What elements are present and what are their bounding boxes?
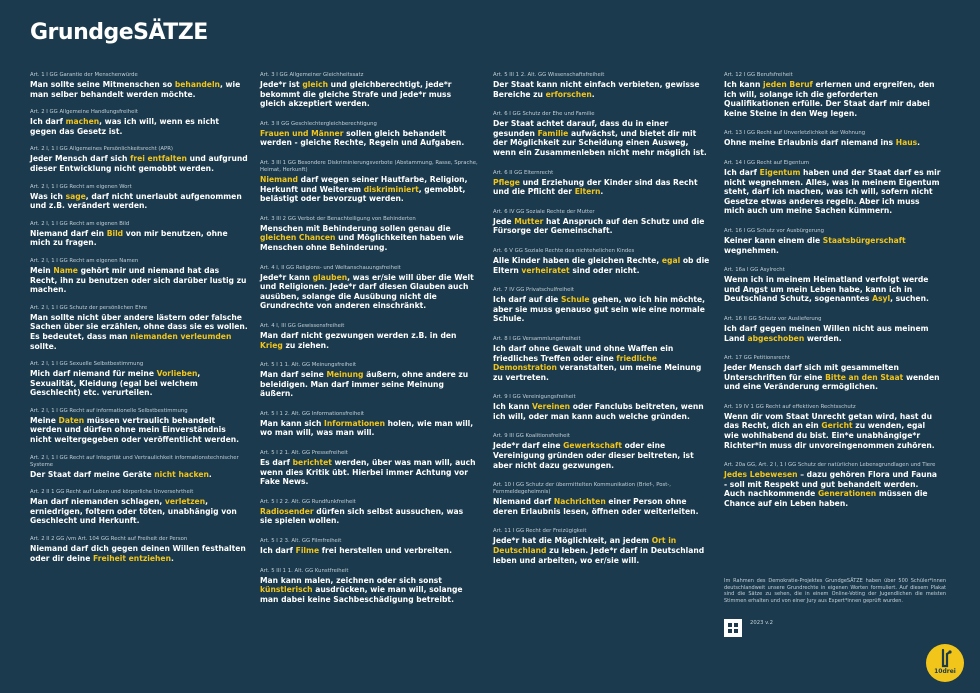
statement-text: Ich kann xyxy=(724,80,764,89)
article-label: Art. 12 I GG Berufsfreiheit xyxy=(724,72,793,78)
statement-text: Der Staat achtet darauf, dass du in einer gesunden xyxy=(493,119,669,138)
right-statement xyxy=(260,273,478,311)
article-label: Art. 16a I GG Asylrecht xyxy=(724,267,785,274)
right-entry xyxy=(260,450,478,487)
statement-text: Wenn dir vom Staat Unrecht getan wird, hast du das Recht, dich an ein xyxy=(724,411,933,431)
right-statement xyxy=(724,236,942,255)
article-label: Art. 17 GG Petitionsrecht xyxy=(724,355,790,362)
statement-text: Meine xyxy=(30,415,59,425)
article-label: Art. 6 I GG Schutz der Ehe und Familie xyxy=(493,111,595,118)
statement-text: Ohne meine Erlaubnis darf niemand ins xyxy=(724,138,896,148)
statement-text: Mich darf niemand für meine xyxy=(30,369,157,379)
statement-text: Ich darf xyxy=(30,117,66,127)
right-statement xyxy=(493,217,711,236)
highlight-word: Radiosender xyxy=(260,506,314,516)
right-entry xyxy=(493,209,711,236)
article-label: Art. 9 III GG Koalitionsfreiheit xyxy=(493,433,570,440)
statement-text: Niemand darf ein xyxy=(30,228,107,238)
highlight-word: Frauen und Männer xyxy=(260,128,344,138)
statement-text: , was ich will, wenn es nicht gegen das Gesetz ist. xyxy=(30,117,219,136)
highlight-word: sage xyxy=(65,191,86,201)
right-statement xyxy=(30,313,248,351)
right-statement xyxy=(493,295,711,324)
highlight-word: erforschen xyxy=(545,89,592,99)
article-label: Art. 3 II GG Geschlechtergleichberechtigung xyxy=(260,120,377,127)
highlight-word: Staatsbürgerschaft xyxy=(822,235,906,245)
article-label: Art. 13 I GG Recht auf Unverletzlichkeit der Wohnung xyxy=(724,130,866,137)
highlight-word: behandeln xyxy=(174,80,220,89)
statement-text: Jede xyxy=(493,216,515,226)
article-label: Art. 2 I, 1 I GG Allgemeines Persönlichkeitsrecht (APR) xyxy=(30,146,173,153)
version-year: 2023 v.2 xyxy=(750,620,773,626)
right-entry xyxy=(30,305,248,351)
right-statement xyxy=(493,402,711,421)
statement-text: Ich darf auf die xyxy=(493,295,561,305)
statement-text: Niemand darf xyxy=(493,497,554,507)
statement-text: und gleichberechtigt, jede*r bekommt die gleiche Strafe und jede*r muss gleich akzeptiert werden. xyxy=(260,80,452,109)
right-entry xyxy=(30,408,248,445)
highlight-word: Vereinen xyxy=(532,402,571,412)
statement-text: holen, wie man will, wo man will, was man will. xyxy=(260,418,474,438)
statement-text: , suchen. xyxy=(890,294,929,304)
article-label: Art. 2 II 2 GG /vm Art. 104 GG Recht auf Freiheit der Person xyxy=(30,536,188,543)
highlight-word: Jedes Lebewesen xyxy=(724,470,798,480)
statement-text: frei herstellen und verbreiten. xyxy=(319,546,452,556)
highlight-word: Generationen xyxy=(817,489,877,499)
statement-text: erlernen und ergreifen, den ich will, solange ich die geforderten Qualifikationen erfülle. Der Staat darf mir dabei keine Steine in den Weg legen. xyxy=(724,80,935,118)
right-entry xyxy=(493,394,711,421)
right-entry xyxy=(30,221,248,248)
right-statement xyxy=(724,324,942,343)
giraffe-icon xyxy=(926,644,964,682)
highlight-word: Niemand xyxy=(260,174,298,184)
statement-text: zu leben. Jede*r darf in Deutschland leben und arbeiten, wo er/sie will. xyxy=(493,546,705,565)
right-entry xyxy=(724,130,942,148)
highlight-word: Name xyxy=(53,265,78,275)
logo xyxy=(926,644,964,682)
statement-text: veranstalten, um meine Meinung zu vertreten. xyxy=(493,363,702,382)
right-entry xyxy=(724,316,942,343)
highlight-word: Familie xyxy=(537,128,569,138)
article-label: Art. 2 II 1 GG Recht auf Leben und körperliche Unversehrtheit xyxy=(30,489,194,496)
statement-text: Man kann sich xyxy=(260,418,325,428)
statement-text: Keiner kann einem die xyxy=(724,235,823,245)
statement-text: Man darf nicht gezwungen werden z.B. in den xyxy=(260,330,457,340)
right-entry xyxy=(724,228,942,255)
statement-text: wegnehmen. xyxy=(724,245,779,255)
article-label: Art. 6 II GG Elternrecht xyxy=(493,169,554,176)
statement-text: . xyxy=(170,553,174,563)
article-label: Art. 5 III 1 2. Alt. GG Wissenschaftsfreiheit xyxy=(493,72,605,78)
right-statement xyxy=(493,536,711,565)
right-statement xyxy=(724,363,942,392)
statement-text: wenden und eine Veränderung ermöglichen. xyxy=(724,372,940,392)
right-statement xyxy=(30,80,248,99)
statement-text: , gemobbt, belästigt oder bevorzugt werden. xyxy=(260,184,466,204)
right-statement xyxy=(493,178,711,197)
statement-text: Was ich xyxy=(30,191,66,201)
statement-text: zu ziehen. xyxy=(282,340,329,350)
statement-text: ob die Eltern xyxy=(493,255,710,275)
highlight-word: Informationen xyxy=(324,418,385,428)
statement-text: Jede*r ist xyxy=(260,80,303,89)
article-label: Art. 11 I GG Recht der Freizügigkeit xyxy=(493,528,587,535)
highlight-word: Schule xyxy=(560,295,590,305)
statement-text: Jeder Mensch darf sich xyxy=(30,154,131,164)
highlight-word: diskriminiert xyxy=(363,184,419,194)
right-statement xyxy=(724,80,942,118)
right-statement xyxy=(30,470,248,480)
statement-text: Man darf seine xyxy=(260,370,327,380)
statement-text: . xyxy=(208,469,212,479)
right-statement xyxy=(260,370,478,399)
highlight-word: Daten xyxy=(58,415,85,425)
right-entry xyxy=(493,482,711,516)
project-note: Im Rahmen des Demokratie-Projektes GrundgeSÄTZE haben über 500 Schüler*innen deutschlandweit unsere Grundrechte in eigenen Worten formuliert. Auf diesem Plakat sind die Sätze zu sehen, die in einem Online-Voting der Jugendlichen die meisten Stimmen erhalten und von einer Jury aus Expert*innen geprüft wurden. xyxy=(724,578,946,604)
column-3 xyxy=(493,72,711,565)
right-entry xyxy=(724,160,942,216)
right-statement xyxy=(30,192,248,211)
right-statement xyxy=(724,412,942,450)
statement-text: werden, über was man will, auch wenn dies Kritik übt. Hierbei immer Achtung vor Fake News. xyxy=(260,458,476,487)
statement-text: müssen vertraulich behandelt werden und dürfen ohne mein Einverständnis nicht weitergegeben oder veröffentlicht werden. xyxy=(30,415,240,445)
right-statement xyxy=(493,119,711,157)
right-statement xyxy=(260,458,478,487)
article-label: Art. 2 I GG Allgemeine Handlungsfreiheit xyxy=(30,109,138,116)
article-label: Art. 5 I 1 1. Alt. GG Meinungsfreiheit xyxy=(260,362,357,369)
right-entry xyxy=(260,568,478,605)
right-entry xyxy=(260,499,478,526)
article-label: Art. 5 I 2 1. Alt. GG Pressefreiheit xyxy=(260,450,348,457)
statement-text: . xyxy=(600,187,604,197)
statement-text: Niemand darf dich gegen deinen Willen festhalten oder dir deine xyxy=(30,544,246,563)
right-statement xyxy=(724,138,942,148)
article-label: Art. 20a GG, Art. 2 I, 1 I GG Schutz der natürlichen Lebensgrundlagen und Tiere xyxy=(724,462,936,469)
statement-text: oder Fanclubs beitreten, wenn ich will, oder man kann auch welche gründen. xyxy=(493,402,704,421)
statement-text: . xyxy=(917,138,921,148)
right-entry xyxy=(724,267,942,304)
right-entry xyxy=(30,258,248,295)
statement-text: , darf nicht unerlaubt aufgenommen und z.B. verändert werden. xyxy=(30,191,242,211)
right-entry xyxy=(493,72,711,99)
highlight-word: nicht hacken xyxy=(154,469,209,479)
right-entry xyxy=(260,72,478,109)
statement-text: . xyxy=(591,89,595,99)
statement-text: , was er/sie will über die Welt und Religionen. Jede*r darf diesen Glauben auch ausüben, solange die Ausübung nicht die Grundrechte von anderen einschränkt. xyxy=(260,272,474,311)
right-statement xyxy=(30,497,248,526)
statement-text: darf wegen seiner Hautfarbe, Religion, Herkunft und Weiterem xyxy=(260,174,468,194)
right-entry xyxy=(724,72,942,118)
right-statement xyxy=(260,546,478,556)
statement-text: Jede*r darf eine xyxy=(493,441,564,451)
article-label: Art. 5 I 2 2. Alt. GG Rundfunkfreiheit xyxy=(260,498,356,505)
article-label: Art. 2 I, 1 I GG Recht auf informationelle Selbstbestimmung xyxy=(30,407,188,414)
right-statement xyxy=(260,175,478,204)
highlight-word: Freiheit entziehen xyxy=(93,553,171,563)
article-label: Art. 7 IV GG Privatschulfreiheit xyxy=(493,287,574,294)
right-statement xyxy=(260,507,478,526)
article-label: Art. 2 I, 1 I GG Recht am eigenen Namen xyxy=(30,257,139,264)
highlight-word: machen xyxy=(65,117,100,127)
article-label: Art. 4 I, III GG Gewissensfreiheit xyxy=(260,322,345,329)
statement-text: und Erziehung der Kinder sind das Recht und die Pflicht der xyxy=(493,177,698,197)
highlight-word: Ort in Deutschland xyxy=(493,536,677,556)
right-statement xyxy=(30,416,248,445)
statement-text: einer Person ohne deren Erlaubnis lesen, öffnen oder weiterleiten. xyxy=(493,497,699,516)
highlight-word: Filme xyxy=(295,546,320,556)
article-label: Art. 2 I, 1 I GG Recht am eigenen Bild xyxy=(30,220,130,227)
highlight-word: abgeschoben xyxy=(747,333,805,343)
statement-text: Ich darf xyxy=(724,167,760,177)
statement-text: gehört mir und niemand hat das Recht, ihn zu benutzen oder sich darüber lustig zu machen. xyxy=(30,265,247,295)
highlight-word: Bild xyxy=(106,228,124,238)
statement-text: Es darf xyxy=(260,458,293,468)
right-entry xyxy=(493,111,711,157)
right-entry xyxy=(30,109,248,136)
right-statement xyxy=(260,576,478,605)
statement-text: Alle Kinder haben die gleichen Rechte, xyxy=(493,255,662,265)
article-label: Art. 3 I GG Allgemeiner Gleichheitssatz xyxy=(260,72,364,78)
right-statement xyxy=(260,129,478,148)
statement-text: aufwächst, und bietet dir mit der Möglichkeit zur Scheidung einen Ausweg, wenn ein Zusammenleben nicht mehr möglich ist. xyxy=(493,128,707,157)
highlight-word: egal xyxy=(661,255,681,265)
statement-text: Mein xyxy=(30,265,54,275)
article-label: Art. 1 I GG Garantie der Menschenwürde xyxy=(30,72,138,78)
highlight-word: Gericht xyxy=(821,421,853,431)
statement-text: Ich kann xyxy=(493,402,533,412)
column-4 xyxy=(724,72,942,509)
right-statement xyxy=(724,470,942,508)
highlight-word: niemanden verleumden xyxy=(130,331,232,341)
statement-text: von mir benutzen, ohne mich zu fragen. xyxy=(30,228,228,248)
highlight-word: frei entfalten xyxy=(130,154,187,164)
statement-text: sollen gleich behandelt werden - gleiche Rechte, Regeln und Aufgaben. xyxy=(260,128,465,148)
right-entry xyxy=(30,72,248,99)
statement-text: sind oder nicht. xyxy=(569,265,640,275)
article-label: Art. 5 I 2 3. Alt. GG Filmfreiheit xyxy=(260,538,342,545)
statement-text: Der Staat kann nicht einfach verbieten, gewisse Bereiche zu xyxy=(493,80,700,99)
statement-text: sollte. xyxy=(30,341,57,351)
highlight-word: Haus xyxy=(895,138,918,148)
statement-text: Menschen mit Behinderung sollen genau die xyxy=(260,223,451,233)
statement-text: Ich darf ohne Gewalt und ohne Waffen ein friedliches Treffen oder eine xyxy=(493,343,674,363)
statement-text: Man darf niemanden schlagen, xyxy=(30,497,165,507)
right-statement xyxy=(493,497,711,516)
highlight-word: künstlerisch xyxy=(260,585,313,595)
right-statement xyxy=(493,441,711,470)
right-entry xyxy=(30,146,248,173)
article-label: Art. 2 I, 1 I GG Recht auf Integrität und Vertraulichkeit informationstechnischer Systeme xyxy=(30,454,239,468)
highlight-word: gleich xyxy=(302,80,329,89)
statement-text: Jeder Mensch darf sich mit gesammelten Unterschriften für eine xyxy=(724,363,899,382)
statement-text: zu wenden, egal wie wohlhabend du bist. Ein*e unabhängige*r Richter*in muss dir unvoreingenommen zuhören. xyxy=(724,421,935,450)
highlight-word: Asyl xyxy=(872,294,891,304)
highlight-word: Krieg xyxy=(260,340,283,350)
column-2 xyxy=(260,72,478,604)
statement-text: dürfen sich selbst aussuchen, was sie spielen wollen. xyxy=(260,506,464,526)
right-entry xyxy=(493,433,711,470)
statement-text: haben und der Staat darf es mir nicht wegnehmen. Alles, was in meinem Eigentum steht, darf ich machen, was ich will, sofern nicht Gesetze etwas anderes regeln. Aber ich muss mich auch um meine Sachen kümmern. xyxy=(724,167,941,216)
statement-text: Ich darf gegen meinen Willen nicht aus meinem Land xyxy=(724,323,929,343)
right-entry xyxy=(493,287,711,324)
highlight-word: verheiratet xyxy=(521,265,570,275)
right-statement xyxy=(260,331,478,350)
statement-text: Man kann malen, zeichnen oder sich sonst xyxy=(260,575,442,585)
statement-text: Wenn ich in meinem Heimatland verfolgt werde und Angst um mein Leben habe, kann ich in Deutschland Schutz, sogenanntes xyxy=(724,275,929,304)
statement-text: – dazu gehören Flora und Fauna - soll mit Respekt und gut behandelt werden. Auch nachkommende xyxy=(724,470,938,499)
statement-text: ausdrücken, wie man will, solange man dabei keine Sachbeschädigung betreibt. xyxy=(260,585,463,604)
statement-text: und aufgrund dieser Entwicklung nicht gemobbt werden. xyxy=(30,154,248,173)
right-entry xyxy=(724,404,942,450)
article-label: Art. 5 III 1 1. Alt. GG Kunstfreiheit xyxy=(260,567,349,574)
article-label: Art. 3 III 2 GG Verbot der Benachteiligung von Behinderten xyxy=(260,215,416,222)
statement-text: werden. xyxy=(804,333,842,343)
column-1 xyxy=(30,72,248,563)
statement-text: und Möglichkeiten haben wie Menschen ohne Behinderung. xyxy=(260,233,464,252)
right-entry xyxy=(260,160,478,204)
statement-text: Ich darf xyxy=(260,546,296,556)
right-statement xyxy=(30,369,248,398)
right-entry xyxy=(30,536,248,563)
right-statement xyxy=(493,256,711,275)
article-label: Art. 2 I, 1 I GG Recht am eigenen Wort xyxy=(30,183,132,190)
statement-text: oder eine Vereinigung gründen oder dieser beitreten, ist aber nicht dazu gezwungen. xyxy=(493,441,694,470)
statement-text: hat Anspruch auf den Schutz und die Fürsorge der Gemeinschaft. xyxy=(493,216,705,236)
right-entry xyxy=(724,462,942,508)
statement-text: Jede*r kann xyxy=(260,272,313,282)
statement-text: Der Staat darf meine Geräte xyxy=(30,469,155,479)
right-statement xyxy=(260,419,478,438)
article-label: Art. 9 I GG Vereinigungsfreiheit xyxy=(493,394,576,401)
right-entry xyxy=(260,411,478,438)
qr-code-icon[interactable] xyxy=(724,619,742,637)
right-statement xyxy=(30,229,248,248)
right-statement xyxy=(493,80,711,99)
article-label: Art. 6 V GG Soziale Rechte des nichtehelichen Kindes xyxy=(493,247,635,254)
logo-text: 10drei xyxy=(934,668,956,675)
article-label: Art. 8 I GG Versammlungsfreiheit xyxy=(493,335,581,342)
page-title: GrundgeSÄTZE xyxy=(30,20,208,45)
right-entry xyxy=(30,184,248,211)
right-entry xyxy=(30,455,248,480)
statement-text: Man sollte nicht über andere lästern oder falsche Sachen über sie erzählen, ohne dass sie es wollen. Es bedeutet, dass man xyxy=(30,312,248,341)
right-entry xyxy=(493,336,711,382)
article-label: Art. 14 I GG Recht auf Eigentum xyxy=(724,159,810,166)
highlight-word: jeden Beruf xyxy=(763,80,813,89)
highlight-word: Meinung xyxy=(326,370,364,380)
right-entry xyxy=(724,355,942,392)
highlight-word: Eltern xyxy=(574,187,601,197)
article-label: Art. 6 IV GG Soziale Rechte der Mutter xyxy=(493,208,595,215)
article-label: Art. 5 I 1 2. Alt. GG Informationsfreiheit xyxy=(260,410,365,417)
right-entry xyxy=(260,121,478,148)
right-entry xyxy=(493,528,711,565)
article-label: Art. 2 I, 1 I GG Sexuelle Selbstbestimmung xyxy=(30,361,144,368)
right-statement xyxy=(30,266,248,295)
statement-text: müssen die Chance auf ein Leben haben. xyxy=(724,489,928,509)
statement-text: , Sexualität, Kleidung (egal bei welchem Geschlecht) etc. verurteilen. xyxy=(30,369,201,398)
highlight-word: Pflege xyxy=(493,177,520,187)
right-entry xyxy=(260,216,478,253)
right-statement xyxy=(30,154,248,173)
right-statement xyxy=(493,344,711,382)
right-entry xyxy=(260,265,478,311)
statement-text: , wie man selber behandelt werden möchte. xyxy=(30,80,241,99)
article-label: Art. 19 IV 1 GG Recht auf effektiven Rechtsschutz xyxy=(724,403,856,410)
right-statement xyxy=(260,224,478,253)
highlight-word: glauben xyxy=(312,272,348,282)
highlight-word: Gewerkschaft xyxy=(563,441,622,451)
highlight-word: Nachrichten xyxy=(553,497,606,507)
article-label: Art. 3 III 1 GG Besondere Diskriminierungsverbote (Abstammung, Rasse, Sprache, Heimat, Herkunft) xyxy=(260,159,478,173)
right-statement xyxy=(30,117,248,136)
highlight-word: verletzen xyxy=(164,497,206,507)
right-statement xyxy=(30,544,248,563)
highlight-word: berichtet xyxy=(292,458,332,468)
statement-text: , erniedrigen, foltern oder töten, unabhängig von Geschlecht und Herkunft. xyxy=(30,497,237,526)
article-label: Art. 2 I, 1 I GG Schutz der persönlichen Ehre xyxy=(30,304,148,311)
article-label: Art. 16 I GG Schutz vor Ausbürgerung xyxy=(724,227,824,234)
highlight-word: gleichen Chancen xyxy=(260,233,336,243)
right-statement xyxy=(724,168,942,216)
highlight-word: Mutter xyxy=(514,216,544,226)
right-entry xyxy=(260,362,478,399)
statement-text: äußern, ohne andere zu beleidigen. Man darf immer seine Meinung äußern. xyxy=(260,370,469,399)
right-entry xyxy=(260,323,478,350)
right-entry xyxy=(260,538,478,556)
right-statement xyxy=(260,80,478,109)
highlight-word: Bitte an den Staat xyxy=(825,372,904,382)
article-label: Art. 16 II GG Schutz vor Auslieferung xyxy=(724,315,822,322)
highlight-word: Vorlieben xyxy=(156,369,198,379)
right-entry xyxy=(493,248,711,275)
right-statement xyxy=(724,275,942,304)
statement-text: gehen, wo ich hin möchte, aber sie muss genauso gut sein wie eine normale Schule. xyxy=(493,295,706,324)
article-label: Art. 10 I GG Schutz der übermittelten Kommunikation (Brief-, Post-, Fernmeldegeheimnis) xyxy=(493,482,671,496)
statement-text: Jede*r hat die Möglichkeit, an jedem xyxy=(493,536,652,546)
right-entry xyxy=(30,489,248,526)
right-entry xyxy=(30,361,248,398)
statement-text: Man sollte seine Mitmenschen so xyxy=(30,80,175,89)
highlight-word: friedliche Demonstration xyxy=(493,353,657,373)
right-entry xyxy=(493,170,711,197)
article-label: Art. 4 I, II GG Religions- und Weltanschauungsfreiheit xyxy=(260,264,401,271)
highlight-word: Eigentum xyxy=(759,167,801,177)
